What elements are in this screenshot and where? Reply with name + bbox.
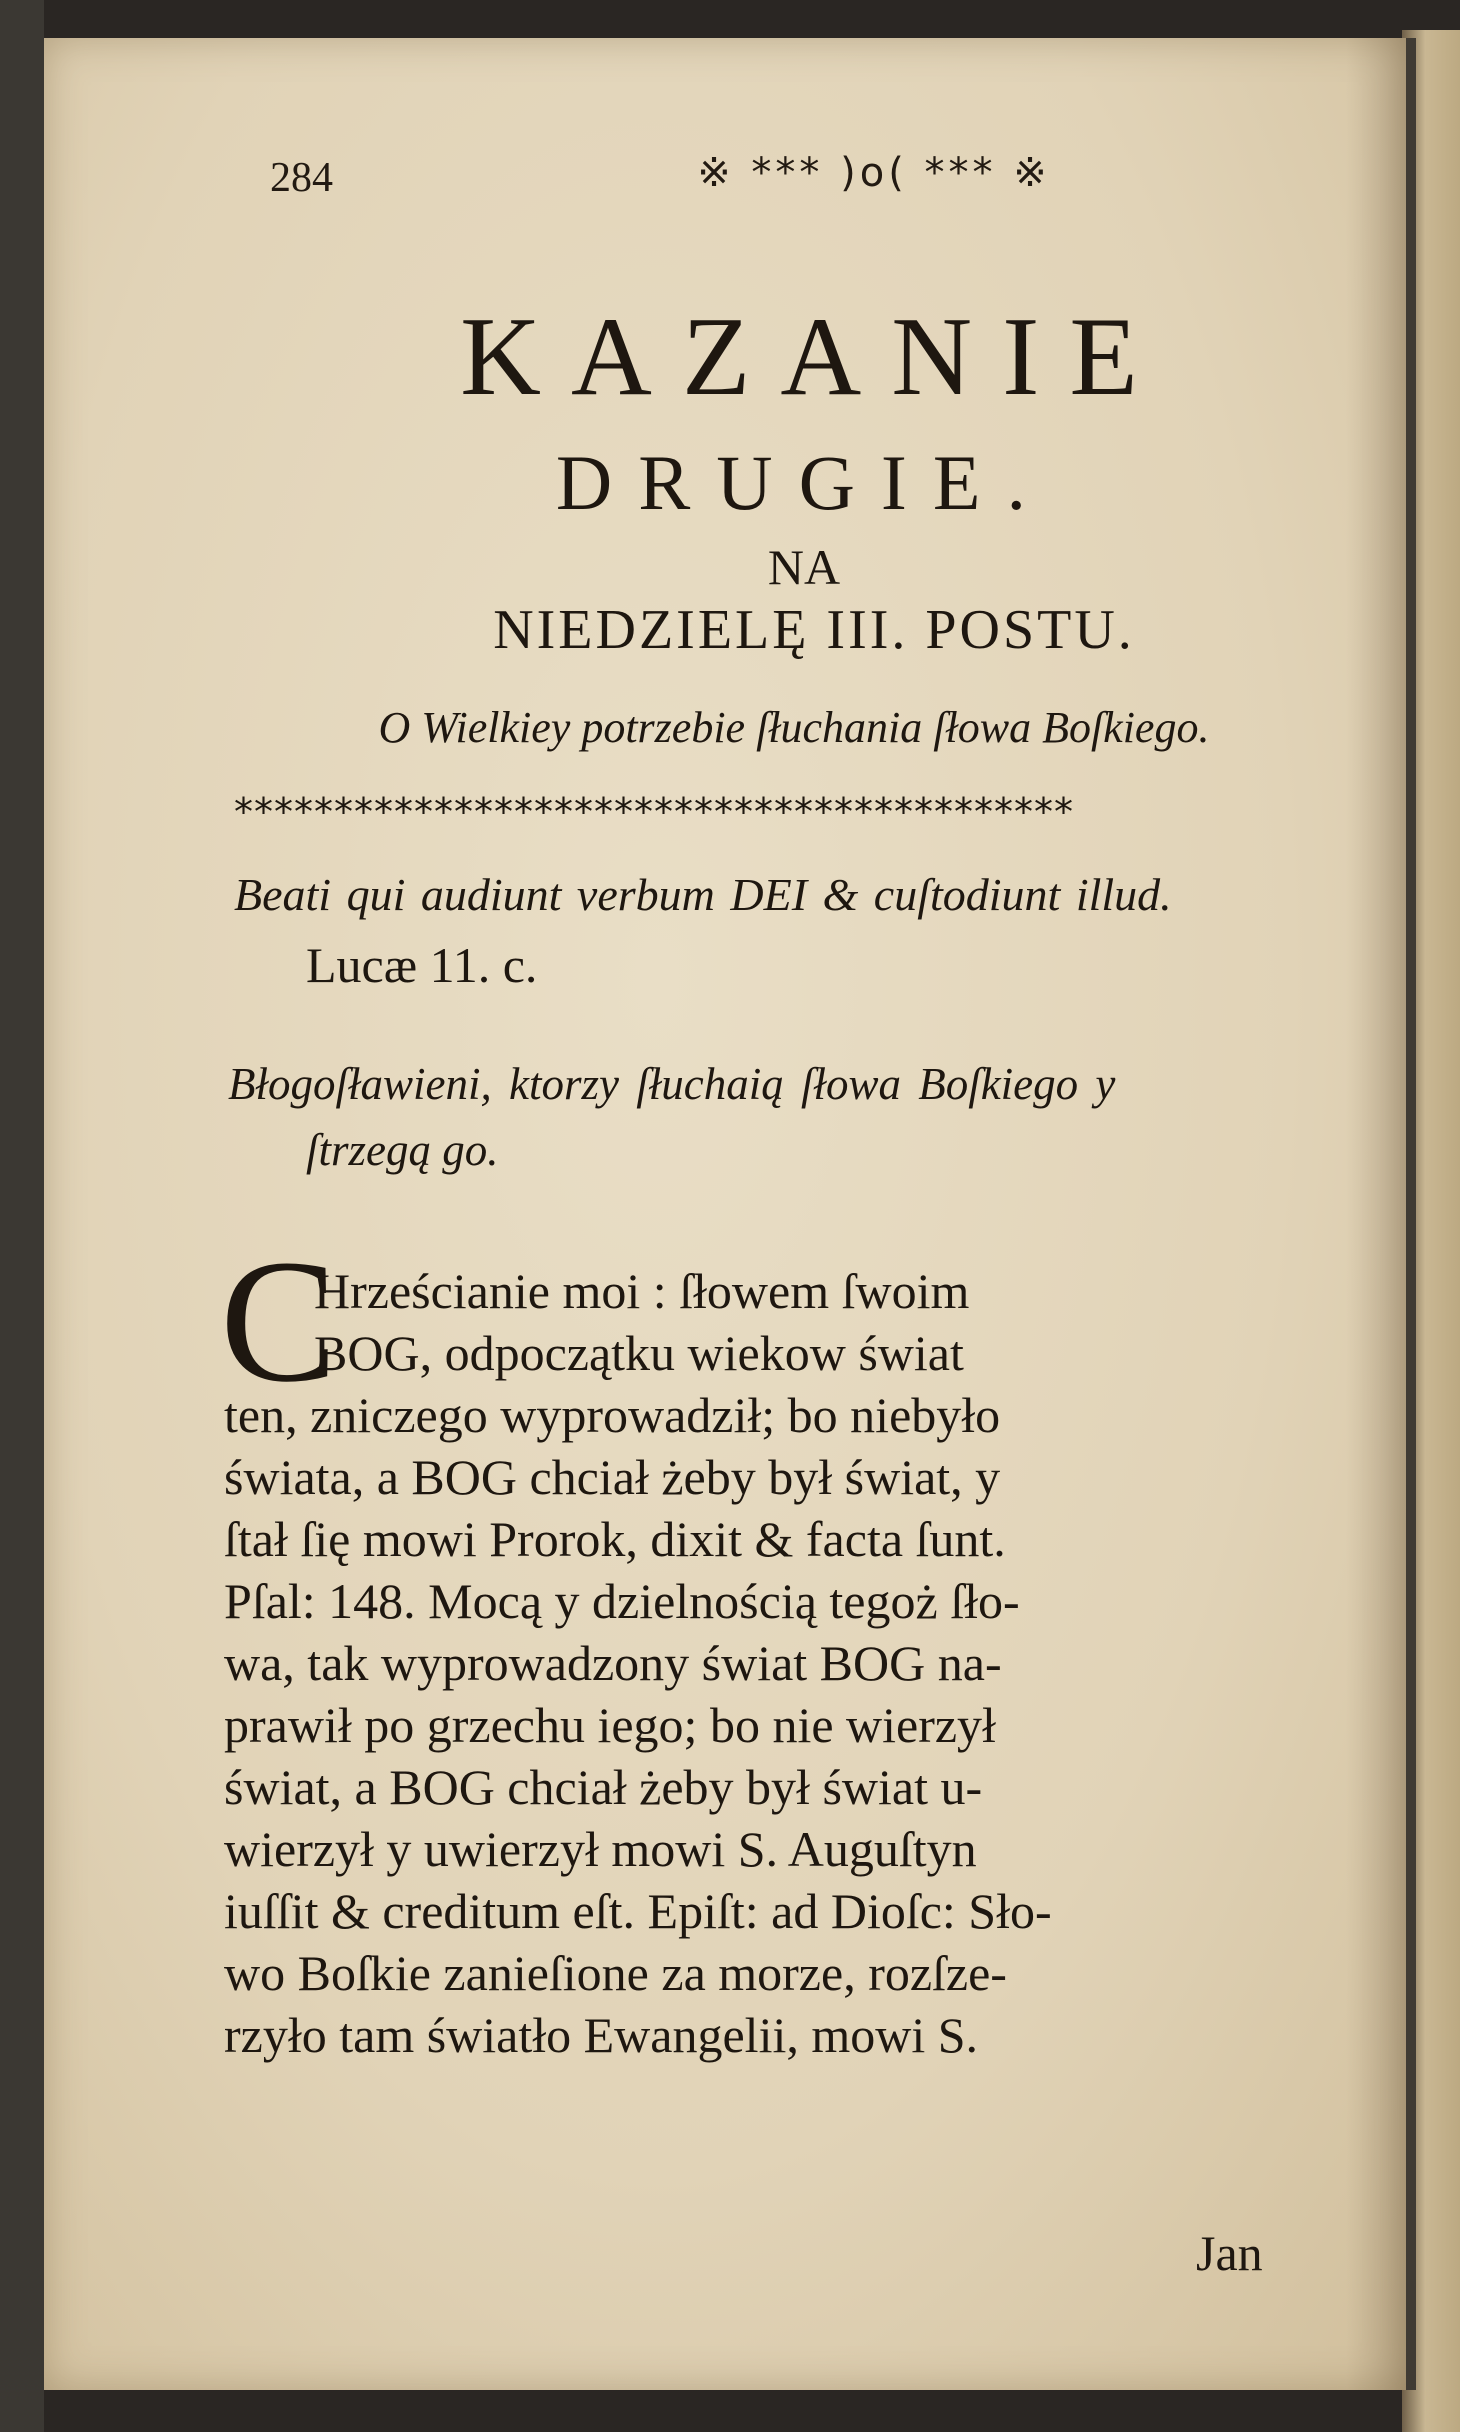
header-ornament: ※ *** )o( *** ※: [697, 150, 1051, 196]
catchword: Jan: [1196, 2225, 1263, 2281]
polish-quote: Błogoſławieni, ktorzy ſłuchaią ſłowa Boſkiego y: [228, 1059, 1116, 1109]
body-line: BOG, odpoczątku wiekow świat: [314, 1325, 964, 1381]
title-drugie: DRUGIE.: [555, 439, 1053, 526]
body-line: Hrześcianie moi : ſłowem ſwoim: [314, 1263, 970, 1319]
page-number: 284: [270, 155, 333, 201]
body-line: świata, a BOG chciał żeby był świat, y: [224, 1449, 1001, 1505]
body-text: [224, 1260, 1364, 2066]
polish-quote-continued: ſtrzegą go.: [306, 1125, 499, 1175]
body-line: świat, a BOG chciał żeby był świat u-: [224, 1759, 983, 1815]
body-line: prawił po grzechu iego; bo nie wierzył: [224, 1697, 996, 1753]
body-line: rzyło tam światło Ewangelii, mowi S.: [224, 2007, 979, 2063]
title-na: NA: [767, 539, 841, 595]
drop-cap: C: [220, 1224, 338, 1419]
body-line: wierzył y uwierzył mowi S. Auguſtyn: [224, 1821, 977, 1877]
body-line: ten, zniczego wyprowadził; bo niebyło: [224, 1387, 1001, 1443]
body-line: wo Boſkie zanieſione za morze, rozſze-: [224, 1945, 1007, 2001]
body-line: wa, tak wyprowadzony świat BOG na-: [224, 1635, 1002, 1691]
sermon-subtitle: O Wielkiey potrzebie ſłuchania ſłowa Boſkiego.: [378, 703, 1210, 752]
body-line: Pſal: 148. Mocą y dzielnością tegoż ſło-: [224, 1573, 1020, 1629]
latin-quote: Beati qui audiunt verbum DEI & cuſtodiunt illud.: [234, 869, 1172, 920]
left-shadow: [0, 0, 44, 2432]
body-line: iuſſit & creditum eſt. Epiſt: ad Dioſc: Sło-: [224, 1883, 1052, 1939]
latin-citation: Lucæ 11. c.: [306, 937, 538, 993]
body-line: ſtał ſię mowi Prorok, dixit & facta ſunt.: [224, 1511, 1006, 1567]
book-page: [44, 38, 1416, 2390]
title-kazanie: KAZANIE: [460, 295, 1168, 419]
asterisk-separator: ******************************************: [234, 790, 1074, 834]
title-niedziele: NIEDZIELĘ III. POSTU.: [493, 599, 1135, 661]
